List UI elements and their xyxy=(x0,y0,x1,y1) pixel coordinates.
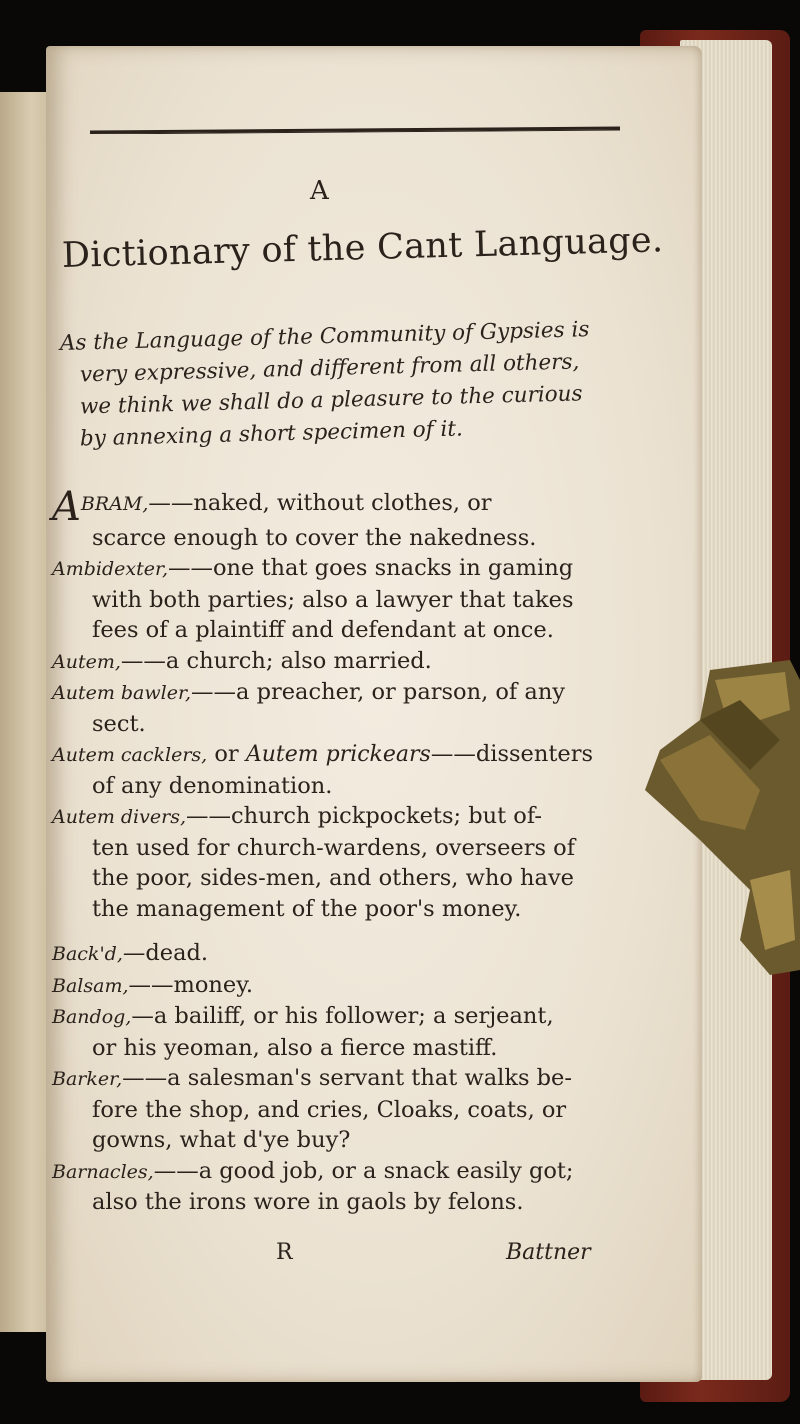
entry-definition: with both parties; also a lawyer that takes xyxy=(92,586,574,613)
entry-definition: the poor, sides-men, and others, who have xyxy=(92,865,574,891)
entry-definition: also the irons wore in gaols by felons. xyxy=(92,1189,524,1215)
intro-line: by annexing a short specimen of it. xyxy=(79,416,464,452)
entry-definition: of any denomination. xyxy=(92,772,333,799)
entry-definition: ——a good job, or a snack easily got; xyxy=(153,1157,574,1184)
entry-headword: Bandog, xyxy=(52,1006,132,1028)
entry-autem-divers xyxy=(52,801,632,924)
entry-headword: BRAM, xyxy=(80,493,149,515)
entry-definition: fore the shop, and cries, Cloaks, coats, or xyxy=(92,1096,567,1123)
entry-headword: Ambidexter, xyxy=(52,558,169,580)
intro-line: very expressive, and different from all others, xyxy=(79,349,580,388)
entry-ambidexter xyxy=(52,553,632,646)
entry-definition: scarce enough to cover the nakedness. xyxy=(92,524,537,551)
intro-line: we think we shall do a pleasure to the curious xyxy=(79,381,583,420)
entry-definition: ——church pickpockets; but of- xyxy=(185,803,542,829)
entry-headword: Autem prickears xyxy=(245,742,431,767)
entry-definition: ——naked, without clothes, or xyxy=(148,490,492,516)
entry-headword: Autem divers, xyxy=(52,806,186,828)
entry-definition: ——a church; also married. xyxy=(120,647,432,674)
entry-abram xyxy=(52,484,632,553)
entry-headword: Balsam, xyxy=(52,974,129,997)
entry-definition: fees of a plaintiff and defendant at once. xyxy=(92,617,554,643)
entry-headword: Autem bawler, xyxy=(52,682,192,704)
entry-balsam xyxy=(52,970,632,1002)
entry-definition: ten used for church-wardens, overseers of xyxy=(92,834,576,861)
entry-headword: Barker, xyxy=(52,1068,123,1090)
page-title: Dictionary of the Cant Language. xyxy=(61,220,664,276)
entry-barnacles xyxy=(52,1156,632,1218)
entry-backd xyxy=(52,938,632,970)
entry-headword: Autem cacklers, xyxy=(52,744,208,766)
entry-bandog xyxy=(52,1001,632,1063)
catchword: Battner xyxy=(506,1240,591,1265)
header-rule xyxy=(90,126,620,134)
drop-initial: A xyxy=(52,484,81,530)
entry-headword: Barnacles, xyxy=(52,1160,154,1183)
entry-autem xyxy=(52,646,632,678)
entry-definition: sect. xyxy=(92,710,146,737)
entry-headword: Back'd, xyxy=(52,943,123,965)
entry-definition: the management of the poor's money. xyxy=(92,895,522,922)
entry-definition: gowns, what d'ye buy? xyxy=(92,1127,351,1153)
entry-definition: ——money. xyxy=(128,971,254,998)
entry-definition: or xyxy=(207,741,246,767)
entry-barker xyxy=(52,1063,632,1156)
entry-definition: ——a preacher, or parson, of any xyxy=(191,679,566,705)
entry-definition: ——dissenters xyxy=(430,741,594,767)
entry-definition: —dead. xyxy=(122,940,209,966)
entry-definition: ——a salesman's servant that walks be- xyxy=(122,1065,572,1091)
dictionary-entries xyxy=(52,484,632,1218)
header-letter: A xyxy=(310,176,329,206)
intro-paragraph xyxy=(59,317,640,456)
entry-autem-bawler xyxy=(52,677,632,739)
entry-definition: or his yeoman, also a fierce mastiff. xyxy=(92,1034,498,1061)
entry-definition: —a bailiff, or his follower; a serjeant, xyxy=(131,1003,554,1029)
signature-mark: R xyxy=(276,1240,293,1265)
entry-autem-cacklers xyxy=(52,739,632,801)
entry-headword: Autem, xyxy=(52,650,121,673)
entry-definition: ——one that goes snacks in gaming xyxy=(168,555,574,581)
intro-line: As the Language of the Community of Gypsies is xyxy=(59,317,590,356)
